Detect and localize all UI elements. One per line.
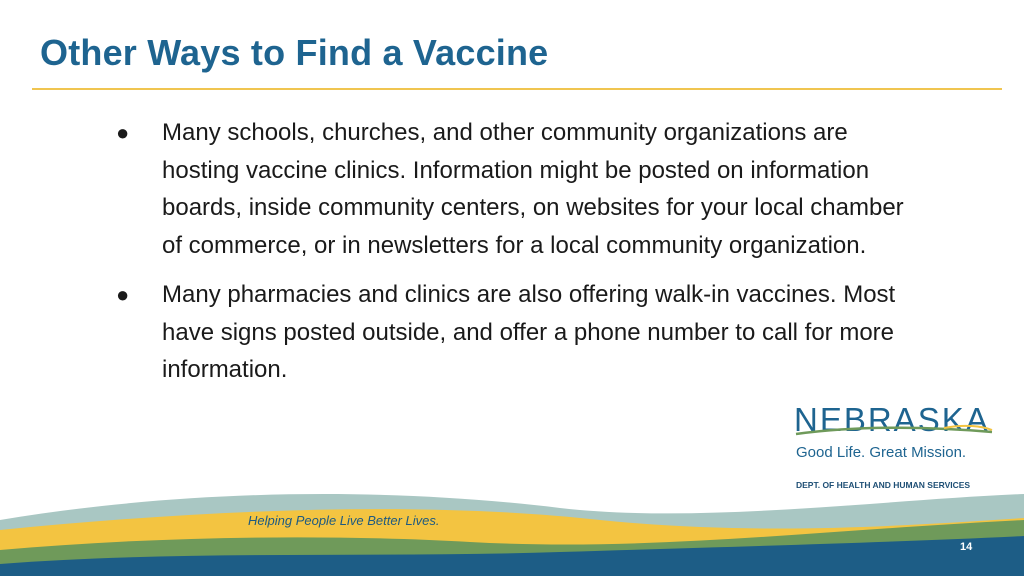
bullet-marker: ● [116,282,130,307]
bullet-text: Many pharmacies and clinics are also offering walk-in vaccines. Most have signs posted outside, and offer a phone number to call for more information. [162,281,896,383]
page-number: 14 [960,541,973,553]
logo-swoosh-icon [794,422,994,442]
logo-department: DEPT. OF HEALTH AND HUMAN SERVICES [796,480,971,490]
bullet-item [116,276,916,389]
slide-title: Other Ways to Find a Vaccine [40,32,549,73]
footer-waves [0,480,1024,576]
footer-tagline: Helping People Live Better Lives. [248,513,440,528]
bullet-item [116,114,916,264]
bullet-marker: ● [116,120,130,145]
bullet-text: Many schools, churches, and other community organizations are hosting vaccine clinics. Information might be posted on information boards, inside community centers, on websites for your local chamber of commerce, or in newsletters for a local community organization. [162,119,904,259]
logo-wordmark: NEBRASKA [794,401,990,438]
title-divider [32,88,1002,90]
logo-slogan: Good Life. Great Mission. [796,444,967,461]
bullet-list [116,114,916,401]
